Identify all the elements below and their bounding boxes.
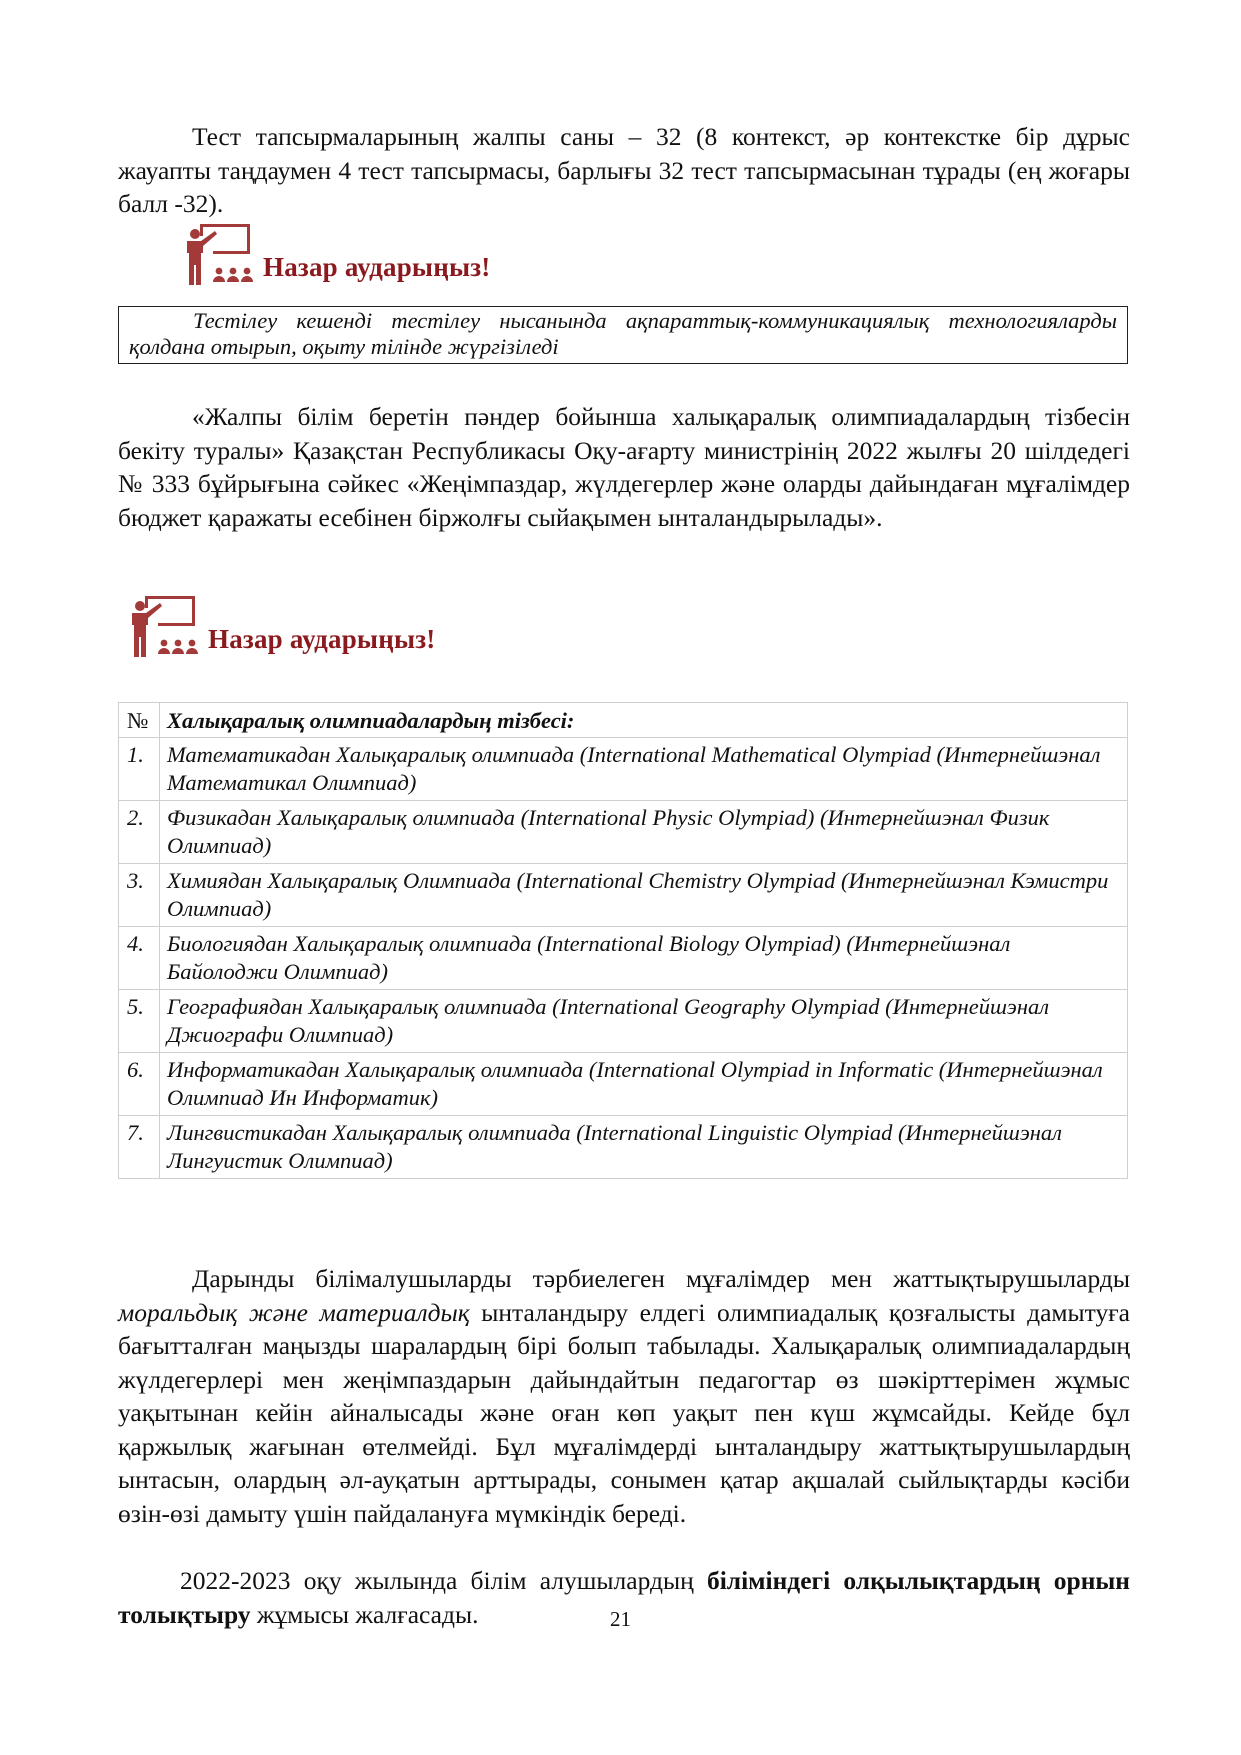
paragraph-test-count: Тест тапсырмаларының жалпы саны – 32 (8 контекст, әр контекстке бір дұрыс жауапты таңдаумен 4 тест тапсырмасы, барлығы 32 тест тапсырмасынан тұрады (ең жоғары балл -32). — [118, 122, 1130, 218]
table-row — [119, 990, 1128, 1053]
header-num: № — [119, 703, 160, 738]
italic-emphasis: моральдық және материалдық — [118, 1297, 470, 1327]
attention-callout-2 — [128, 595, 435, 657]
bold-emphasis: біліміндегі олқылықтардың орнын толықтыру — [118, 1566, 1130, 1629]
header-title: Халықаралық олимпиадалардың тізбесі: — [160, 703, 1128, 738]
teacher-presentation-icon — [183, 223, 255, 285]
row-num: 1. — [119, 738, 160, 801]
row-text: Физикадан Халықаралық олимпиада (International Physic Olympiad) (Интернейшэнал Физик Олимпиад) — [160, 801, 1128, 864]
note-text: Тестілеу кешенді тестілеу нысанында ақпараттық-коммуникациялық технологияларды қолдана отырып, оқыту тілінде жүргізіледі — [129, 308, 1117, 359]
row-text: Географиядан Халықаралық олимпиада (International Geography Olympiad (Интернейшэнал Джиографи Олимпиад) — [160, 990, 1128, 1053]
text-span: 2022-2023 оқу жылында білім алушылардың — [180, 1566, 707, 1595]
row-num: 7. — [119, 1116, 160, 1179]
table-header-row — [119, 703, 1128, 738]
table-row — [119, 738, 1128, 801]
paragraph-olympiad-order: «Жалпы білім беретін пәндер бойынша халықаралық олимпиадалардың тізбесін бекіту туралы» Қазақстан Республикасы Оқу-ағарту министрінің 2022 жылғы 20 шілдедегі № 333 бұйрығына сәйкес «Жеңімпаздар, жүлдегерлер және оларды дайындаған мұғалімдер бюджет қаражаты есебінен біржолғы сыйақымен ынталандырылады». — [118, 402, 1130, 532]
text-span: жұмысы жалғасады. — [250, 1599, 479, 1629]
text-span: ынталандыру елдегі олимпиадалық қозғалысты дамытуға бағытталған маңызды шаралардың бірі болып табылады. Халықаралық олимпиадалардың жүлдегерлері мен жеңімпаздарын дайындайтын педагогтар өз шәкірттерімен жұмыс уақытынан кейін айналысады және оған көп уақыт пен күш жұмсайды. Кейде бұл қаржылық жағынан өтелмейді. Бұл мұғалімдерді ынталандыру жаттықтырушылардың ынтасын, олардың әл-ауқатын арттырады, сонымен қатар ақшалай сыйлықтарды кәсіби өзін-өзі дамыту үшін пайдалануға мүмкіндік береді. — [118, 1297, 1130, 1528]
table-row — [119, 1053, 1128, 1116]
row-num: 6. — [119, 1053, 160, 1116]
table-row — [119, 927, 1128, 990]
paragraph-teacher-motivation — [118, 1262, 1130, 1530]
table-row — [119, 864, 1128, 927]
row-num: 2. — [119, 801, 160, 864]
page-number: 21 — [610, 1607, 631, 1631]
row-num: 3. — [119, 864, 160, 927]
row-text: Математикадан Халықаралық олимпиада (International Mathematical Olympiad (Интернейшэнал Математикал Олимпиад) — [160, 738, 1128, 801]
text-span: Дарынды білімалушыларды тәрбиелеген мұғалімдер мен жаттықтырушыларды — [192, 1264, 1130, 1293]
teacher-presentation-icon — [128, 595, 200, 657]
note-box — [118, 306, 1128, 364]
row-text: Биологиядан Халықаралық олимпиада (International Biology Olympiad) (Интернейшэнал Байолоджи Олимпиад) — [160, 927, 1128, 990]
row-num: 4. — [119, 927, 160, 990]
row-text: Лингвистикадан Халықаралық олимпиада (International Linguistic Olympiad (Интернейшэнал Лингуистик Олимпиад) — [160, 1116, 1128, 1179]
olympiad-table — [118, 702, 1128, 1179]
row-text: Химиядан Халықаралық Олимпиада (International Chemistry Olympiad (Интернейшэнал Кэмистри Олимпиад) — [160, 864, 1128, 927]
attention-title: Назар аударыңыз! — [208, 624, 436, 654]
row-num: 5. — [119, 990, 160, 1053]
row-text: Информатикадан Халықаралық олимпиада (International Olympiad in Informatic (Интернейшэнал Олимпиад Ин Информатик) — [160, 1053, 1128, 1116]
attention-callout-1 — [183, 223, 490, 285]
attention-title: Назар аударыңыз! — [263, 252, 491, 282]
table-row — [119, 801, 1128, 864]
table-row — [119, 1116, 1128, 1179]
